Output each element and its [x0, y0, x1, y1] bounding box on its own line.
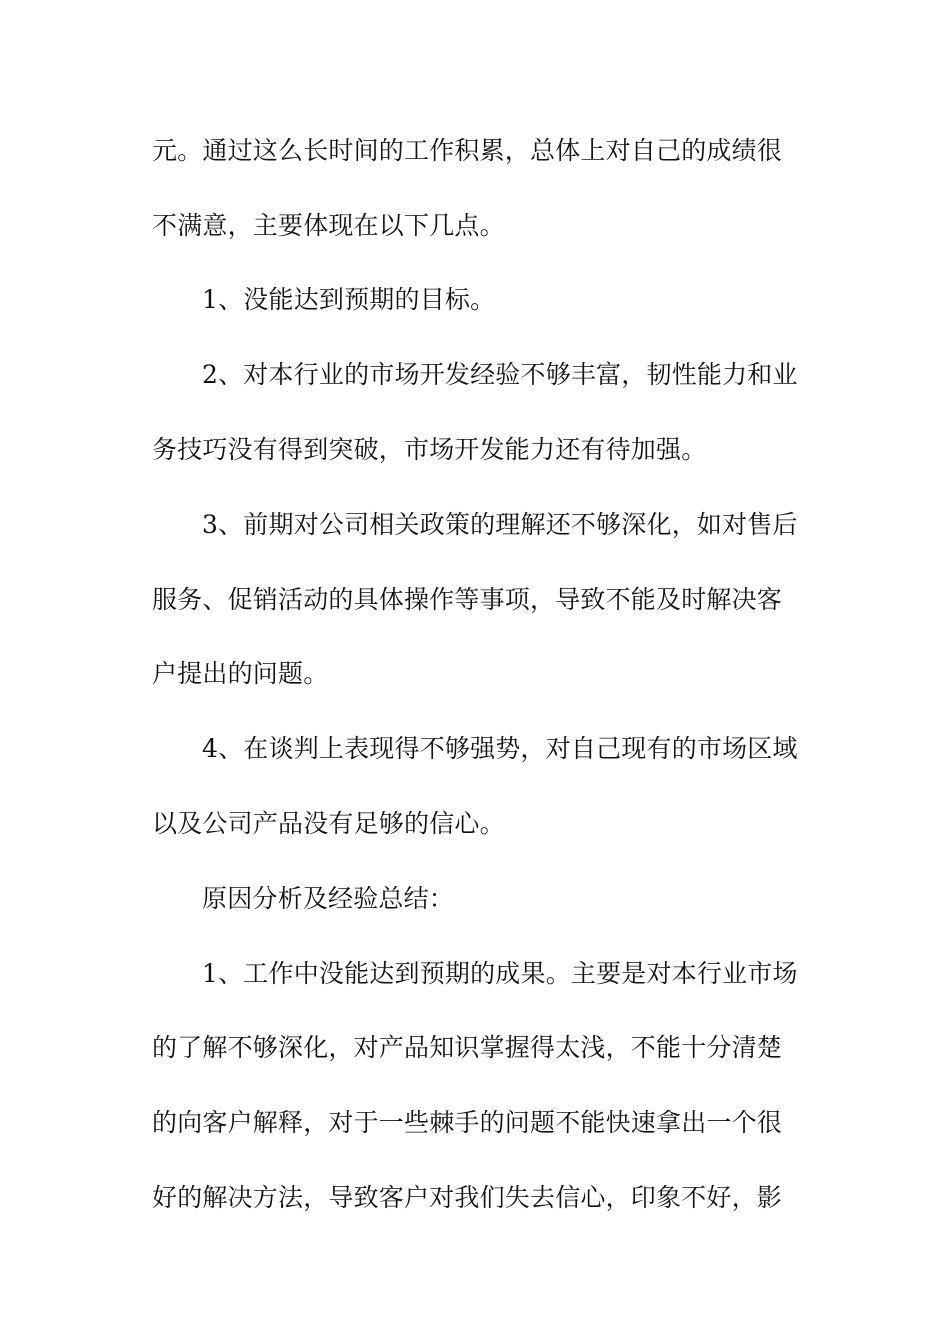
section-heading: 原因分析及经验总结： [202, 884, 455, 913]
paragraph-line: 户提出的问题。 [152, 659, 329, 688]
list-item-line: 3、前期对公司相关政策的理解还不够深化，如对售后 [202, 510, 798, 539]
list-item-line: 2、对本行业的市场开发经验不够丰富，韧性能力和业 [202, 360, 798, 389]
paragraph-line: 服务、促销活动的具体操作等事项，导致不能及时解决客 [152, 585, 783, 614]
paragraph-line: 的向客户解释，对于一些棘手的问题不能快速拿出一个很 [152, 1108, 783, 1137]
paragraph-line: 元。通过这么长时间的工作积累，总体上对自己的成绩很 [152, 136, 783, 165]
paragraph-line: 好的解决方法，导致客户对我们失去信心，印象不好，影 [152, 1183, 783, 1212]
paragraph-line: 不满意，主要体现在以下几点。 [152, 211, 505, 240]
list-item-line: 1、工作中没能达到预期的成果。主要是对本行业市场 [202, 959, 798, 988]
list-item-line: 4、在谈判上表现得不够强势，对自己现有的市场区域 [202, 734, 798, 763]
paragraph-line: 的了解不够深化，对产品知识掌握得太浅，不能十分清楚 [152, 1033, 783, 1062]
list-item-line: 1、没能达到预期的目标。 [202, 285, 496, 314]
paragraph-line: 以及公司产品没有足够的信心。 [152, 809, 505, 838]
paragraph-line: 务技巧没有得到突破，市场开发能力还有待加强。 [152, 435, 707, 464]
